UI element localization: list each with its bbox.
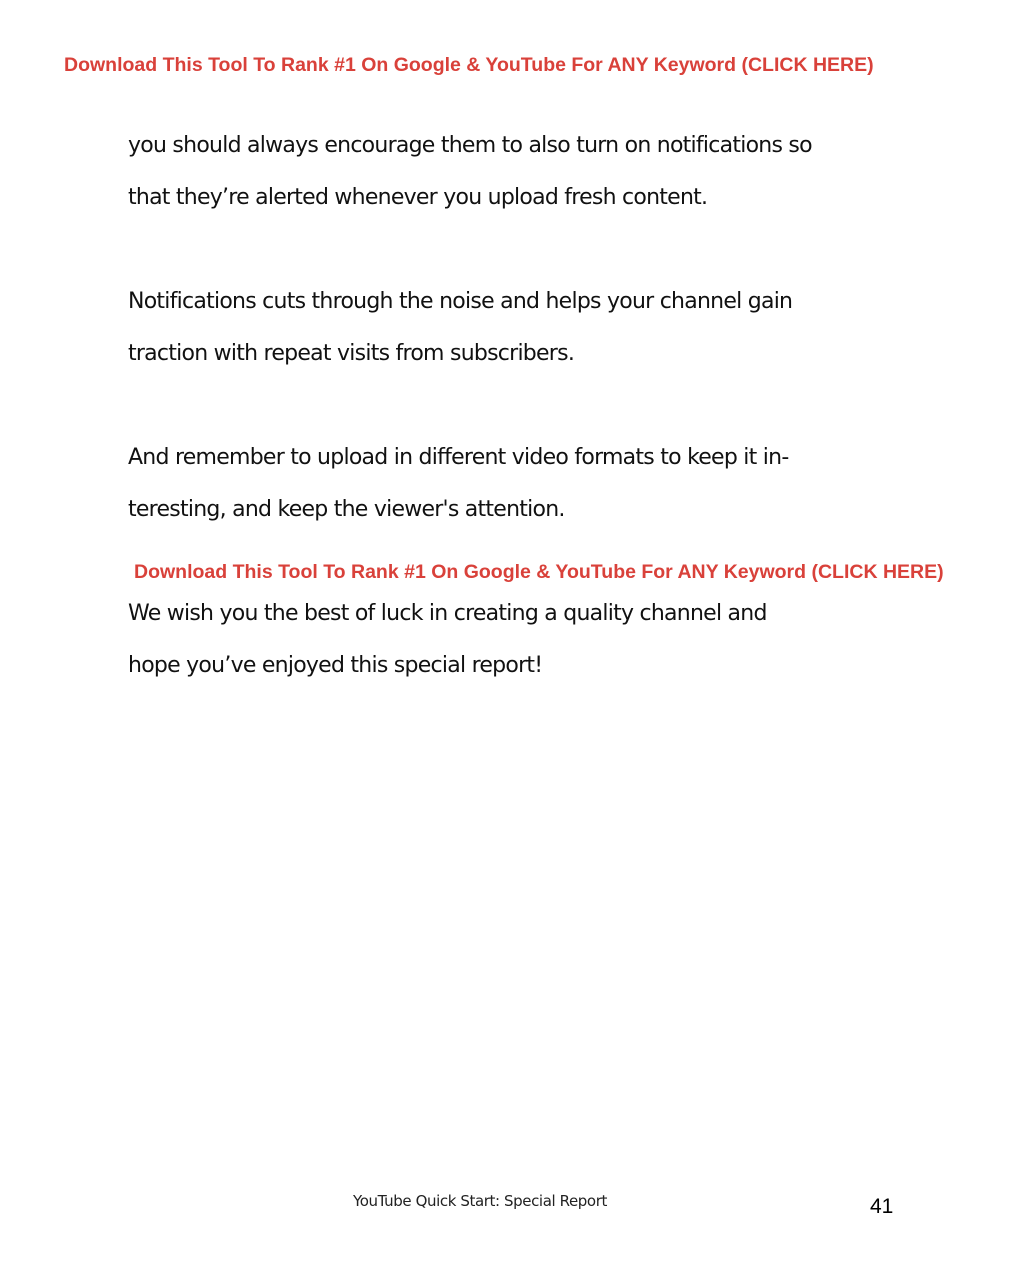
promo-download-link-top[interactable]: Download This Tool To Rank #1 On Google & YouTube For ANY Keyword (CLICK HERE) <box>64 54 874 76</box>
promo-download-link-middle[interactable]: Download This Tool To Rank #1 On Google & YouTube For ANY Keyword (CLICK HERE) <box>134 561 944 583</box>
paragraph-2-line-2: traction with repeat visits from subscribers. <box>128 341 575 366</box>
paragraph-1-line-2: that they’re alerted whenever you upload fresh content. <box>128 185 708 210</box>
paragraph-3-line-1: And remember to upload in different video formats to keep it in- <box>128 445 789 470</box>
paragraph-3-line-2: teresting, and keep the viewer's attention. <box>128 497 565 522</box>
paragraph-2-line-1: Notifications cuts through the noise and helps your channel gain <box>128 289 793 314</box>
footer-report-title: YouTube Quick Start: Special Report <box>353 1192 607 1210</box>
paragraph-4-line-2: hope you’ve enjoyed this special report! <box>128 653 543 678</box>
page-number: 41 <box>870 1195 894 1218</box>
paragraph-4-line-1: We wish you the best of luck in creating a quality channel and <box>128 601 767 626</box>
paragraph-1-line-1: you should always encourage them to also turn on notifications so <box>128 133 812 158</box>
